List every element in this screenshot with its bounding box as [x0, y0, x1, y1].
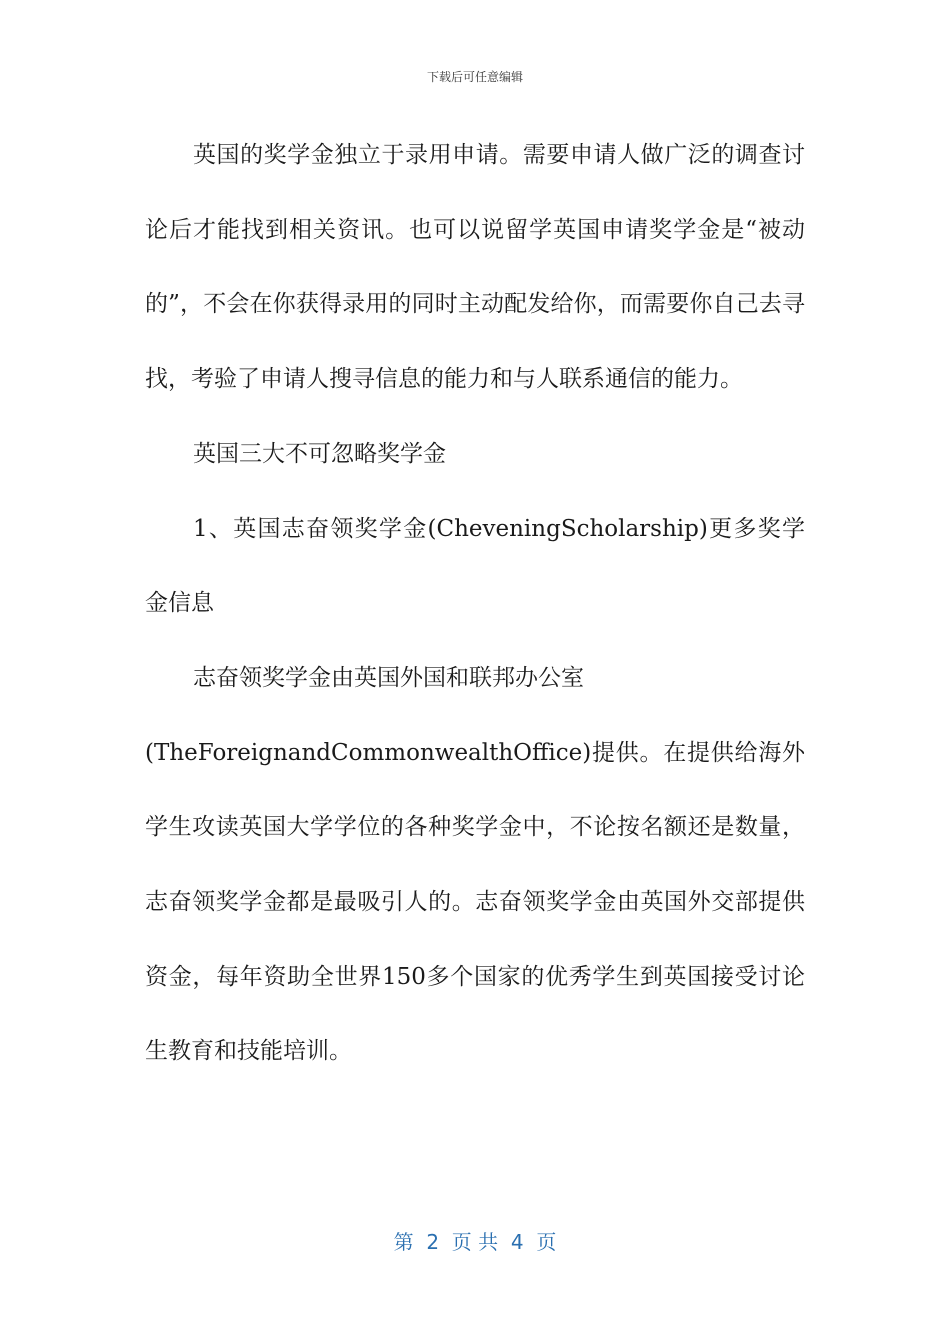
document-body	[145, 118, 805, 1089]
paragraph-intro: 英国的奖学金独立于录用申请。需要申请人做广泛的调查讨论后才能找到相关资讯。也可以说留学英国申请奖学金是“被动的”，不会在你获得录用的同时主动配发给你，而需要你自己去寻找，考验了申请人搜寻信息的能力和与人联系通信的能力。	[145, 142, 805, 393]
header-note: 下载后可任意编辑	[426, 70, 523, 84]
paragraph-chevening-lead: 志奋领奖学金由英国外国和联邦办公室	[193, 664, 584, 691]
scholarship-item-title: 1、英国志奋领奖学金(CheveningScholarship)更多奖学金信息	[145, 515, 805, 617]
page-number: 第 2 页 共 4 页	[393, 1230, 557, 1254]
section-heading: 英国三大不可忽略奖学金	[193, 440, 446, 467]
paragraph-chevening-detail: (TheForeignandCommonwealthOffice)提供。在提供给海外学生攻读英国大学学位的各种奖学金中，不论按名额还是数量，志奋领奖学金都是最吸引人的。志奋领奖学金由英国外交部提供资金，每年资助全世界150多个国家的优秀学生到英国接受讨论生教育和技能培训。	[145, 739, 805, 1065]
